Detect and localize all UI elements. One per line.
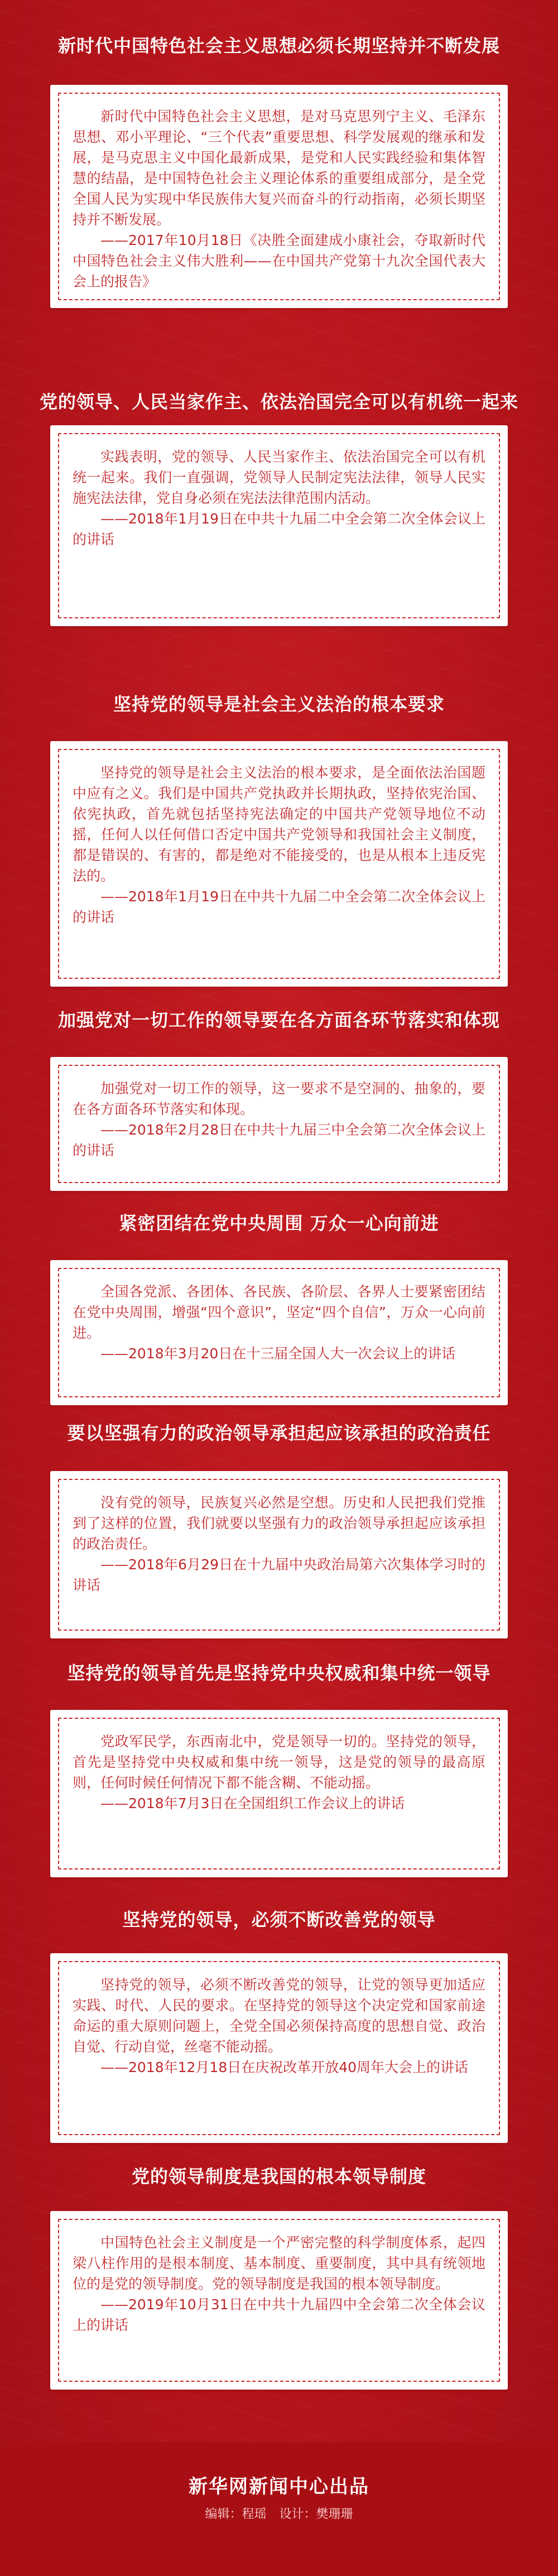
quote-body: 全国各党派、各团体、各民族、各阶层、各界人士要紧密团结在党中央周围，增强“四个意识”，坚定“四个自信”，万众一心向前进。 (73, 1284, 485, 1341)
quote-source: ——2018年2月28日在中共十九届三中全会第二次全体会议上的讲话 (73, 1122, 485, 1159)
section-title: 加强党对一切工作的领导要在各方面各环节落实和体现 (57, 1010, 500, 1031)
footer-editor: 编辑：程瑶 (205, 2507, 267, 2521)
quote-source: ——2018年1月19日在中共十九届二中全会第二次全体会议上的讲话 (73, 888, 485, 925)
quote-source: ——2017年10月18日《决胜全面建成小康社会，夺取新时代中国特色社会主义伟大胜利——在中国共产党第十九次全国代表大会上的报告》 (73, 232, 485, 290)
quote-text (73, 762, 485, 927)
footer (0, 2442, 558, 2576)
section-title: 坚持党的领导是社会主义法治的根本要求 (113, 694, 445, 715)
section-title: 党的领导、人民当家作主、依法治国完全可以有机统一起来 (39, 391, 518, 412)
quote-text (73, 1281, 485, 1364)
quote-source: ——2018年1月19日在中共十九届二中全会第二次全体会议上的讲话 (73, 511, 485, 547)
quote-text (73, 1731, 485, 1814)
section-title: 要以坚强有力的政治领导承担起应该承担的政治责任 (67, 1422, 491, 1444)
quote-body: 中国特色社会主义制度是一个严密完整的科学制度体系，起四梁八柱作用的是根本制度、基本制度、重要制度，其中具有统领地位的是党的领导制度。党的领导制度是我国的根本领导制度。 (73, 2234, 485, 2292)
quote-card (50, 1953, 508, 2143)
footer-credits (0, 2505, 558, 2522)
quote-body: 没有党的领导，民族复兴必然是空想。历史和人民把我们党推到了这样的位置，我们就要以坚强有力的政治领导承担起应该承担的政治责任。 (73, 1494, 485, 1552)
footer-designer: 设计：樊珊珊 (279, 2507, 353, 2521)
section-title: 党的领导制度是我国的根本领导制度 (131, 2166, 426, 2187)
quote-body: 实践表明，党的领导、人民当家作主、依法治国完全可以有机统一起来。我们一直强调，党领导人民制定宪法法律，领导人民实施宪法法律，党自身必须在宪法法律范围内活动。 (73, 449, 485, 506)
footer-org: 新华网新闻中心出品 (189, 2476, 369, 2498)
quote-card (50, 1057, 508, 1191)
section-title: 新时代中国特色社会主义思想必须长期坚持并不断发展 (57, 35, 500, 56)
quote-source: ——2018年12月18日在庆祝改革开放40周年大会上的讲话 (100, 2059, 469, 2075)
quote-card (50, 2211, 508, 2390)
quote-text (73, 1974, 485, 2078)
quote-body: 坚持党的领导，必须不断改善党的领导，让党的领导更加适应实践、时代、人民的要求。在坚持党的领导这个决定党和国家前途命运的重大原则问题上，全党全国必须保持高度的思想自觉、政治自觉、行动自觉，丝毫不能动摇。 (73, 1977, 485, 2055)
quote-source: ——2019年10月31日在中共十九届四中全会第二次全体会议上的讲话 (73, 2296, 485, 2333)
section-title: 坚持党的领导，必须不断改善党的领导 (122, 1909, 436, 1930)
quote-source: ——2018年3月20日在十三届全国人大一次会议上的讲话 (100, 1345, 456, 1362)
quote-body: 新时代中国特色社会主义思想，是对马克思列宁主义、毛泽东思想、邓小平理论、“三个代表”重要思想、科学发展观的继承和发展，是马克思主义中国化最新成果，是党和人民实践经验和集体智慧的结晶，是中国特色社会主义理论体系的重要组成部分，是全党全国人民为实现中华民族伟大复兴而奋斗的行动指南，必须长期坚持并不断发展。 (73, 108, 485, 228)
section-title: 坚持党的领导首先是坚持党中央权威和集中统一领导 (67, 1662, 491, 1684)
quote-text (73, 446, 485, 550)
quote-text (73, 2232, 485, 2335)
quote-body: 党政军民学，东西南北中，党是领导一切的。坚持党的领导，首先是坚持党中央权威和集中统一领导，这是党的领导的最高原则，任何时候任何情况下都不能含糊、不能动摇。 (73, 1733, 485, 1791)
quote-card (50, 85, 508, 308)
quote-card (50, 741, 508, 987)
quote-card (50, 1260, 508, 1405)
quote-text (73, 1078, 485, 1161)
quote-source: ——2018年6月29日在十九届中央政治局第六次集体学习时的讲话 (73, 1556, 485, 1593)
quote-card (50, 1710, 508, 1877)
quote-card (50, 1471, 508, 1638)
section-title: 紧密团结在党中央周围 万众一心向前进 (119, 1213, 439, 1234)
quote-body: 坚持党的领导是社会主义法治的根本要求，是全面依法治国题中应有之义。我们是中国共产党执政并长期执政，坚持依宪治国、依宪执政，首先就包括坚持宪法确定的中国共产党领导地位不动摇，任何人以任何借口否定中国共产党领导和我国社会主义制度，都是错误的、有害的，都是绝对不能接受的，也是从根本上违反宪法的。 (73, 765, 485, 884)
quote-source: ——2018年7月3日在全国组织工作会议上的讲话 (100, 1795, 405, 1811)
quote-card (50, 425, 508, 626)
quote-text (73, 106, 485, 292)
quote-body: 加强党对一切工作的领导，这一要求不是空洞的、抽象的，要在各方面各环节落实和体现。 (73, 1080, 485, 1117)
quote-text (73, 1492, 485, 1595)
